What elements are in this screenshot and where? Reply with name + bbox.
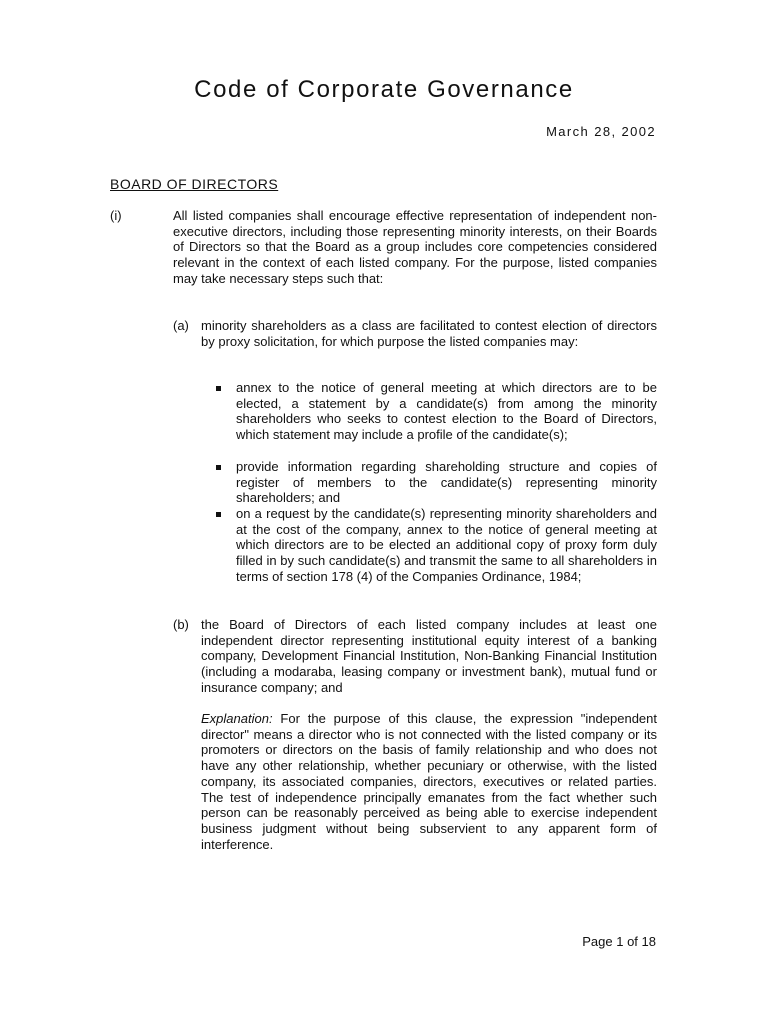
item-a-marker: (a) <box>173 318 189 333</box>
explanation-label: Explanation: <box>201 711 273 726</box>
bullet-item-1: annex to the notice of general meeting at which directors are to be elected, a statement by a candidate(s) from among the minority shareholders who seeks to contest election to the Board of Directors, which statement may include a profile of the candidate(s); <box>236 380 657 443</box>
bullet-item-3: on a request by the candidate(s) representing minority shareholders and at the cost of the company, annex to the notice of general meeting at which directors are to be elected an additional copy of proxy form duly filled in by such candidate(s) and transmit the same to all shareholders in terms of section 178 (4) of the Companies Ordinance, 1984; <box>236 506 657 584</box>
bullet-icon <box>216 386 221 391</box>
item-b-text: the Board of Directors of each listed company includes at least one independent director representing institutional equity interest of a banking company, Development Financial Institution, Non-Banking Financial Institution (including a modaraba, leasing company or investment bank), mutual fund or insurance company; and <box>201 617 657 695</box>
bullet-icon <box>216 465 221 470</box>
bullet-item-2: provide information regarding shareholding structure and copies of register of members to the candidate(s) representing minority shareholders; and <box>236 459 657 506</box>
document-date: March 28, 2002 <box>546 124 656 139</box>
explanation-paragraph <box>201 711 657 852</box>
explanation-text: For the purpose of this clause, the expression "independent director" means a director who is not connected with the listed company or its promoters or directors on the basis of family relationship and who does not have any other relationship, whether pecuniary or otherwise, with the listed company, its associated companies, directors, executives or related parties. The test of independence principally emanates from the fact whether such person can be reasonably perceived as being able to exercise independent business judgment without being subservient to any apparent form of interference. <box>201 711 657 852</box>
item-b-marker: (b) <box>173 617 189 632</box>
item-a-text: minority shareholders as a class are facilitated to contest election of directors by proxy solicitation, for which purpose the listed companies may: <box>201 318 657 349</box>
bullet-icon <box>216 512 221 517</box>
page-number: Page 1 of 18 <box>582 934 656 949</box>
clause-i-marker: (i) <box>110 208 122 223</box>
document-title: Code of Corporate Governance <box>194 76 574 103</box>
section-heading: BOARD OF DIRECTORS <box>110 176 279 192</box>
clause-i-text: All listed companies shall encourage effective representation of independent non-executive directors, including those representing minority interests, on their Boards of Directors so that the Board as a group includes core competencies considered relevant in the context of each listed company. For the purpose, listed companies may take necessary steps such that: <box>173 208 657 286</box>
